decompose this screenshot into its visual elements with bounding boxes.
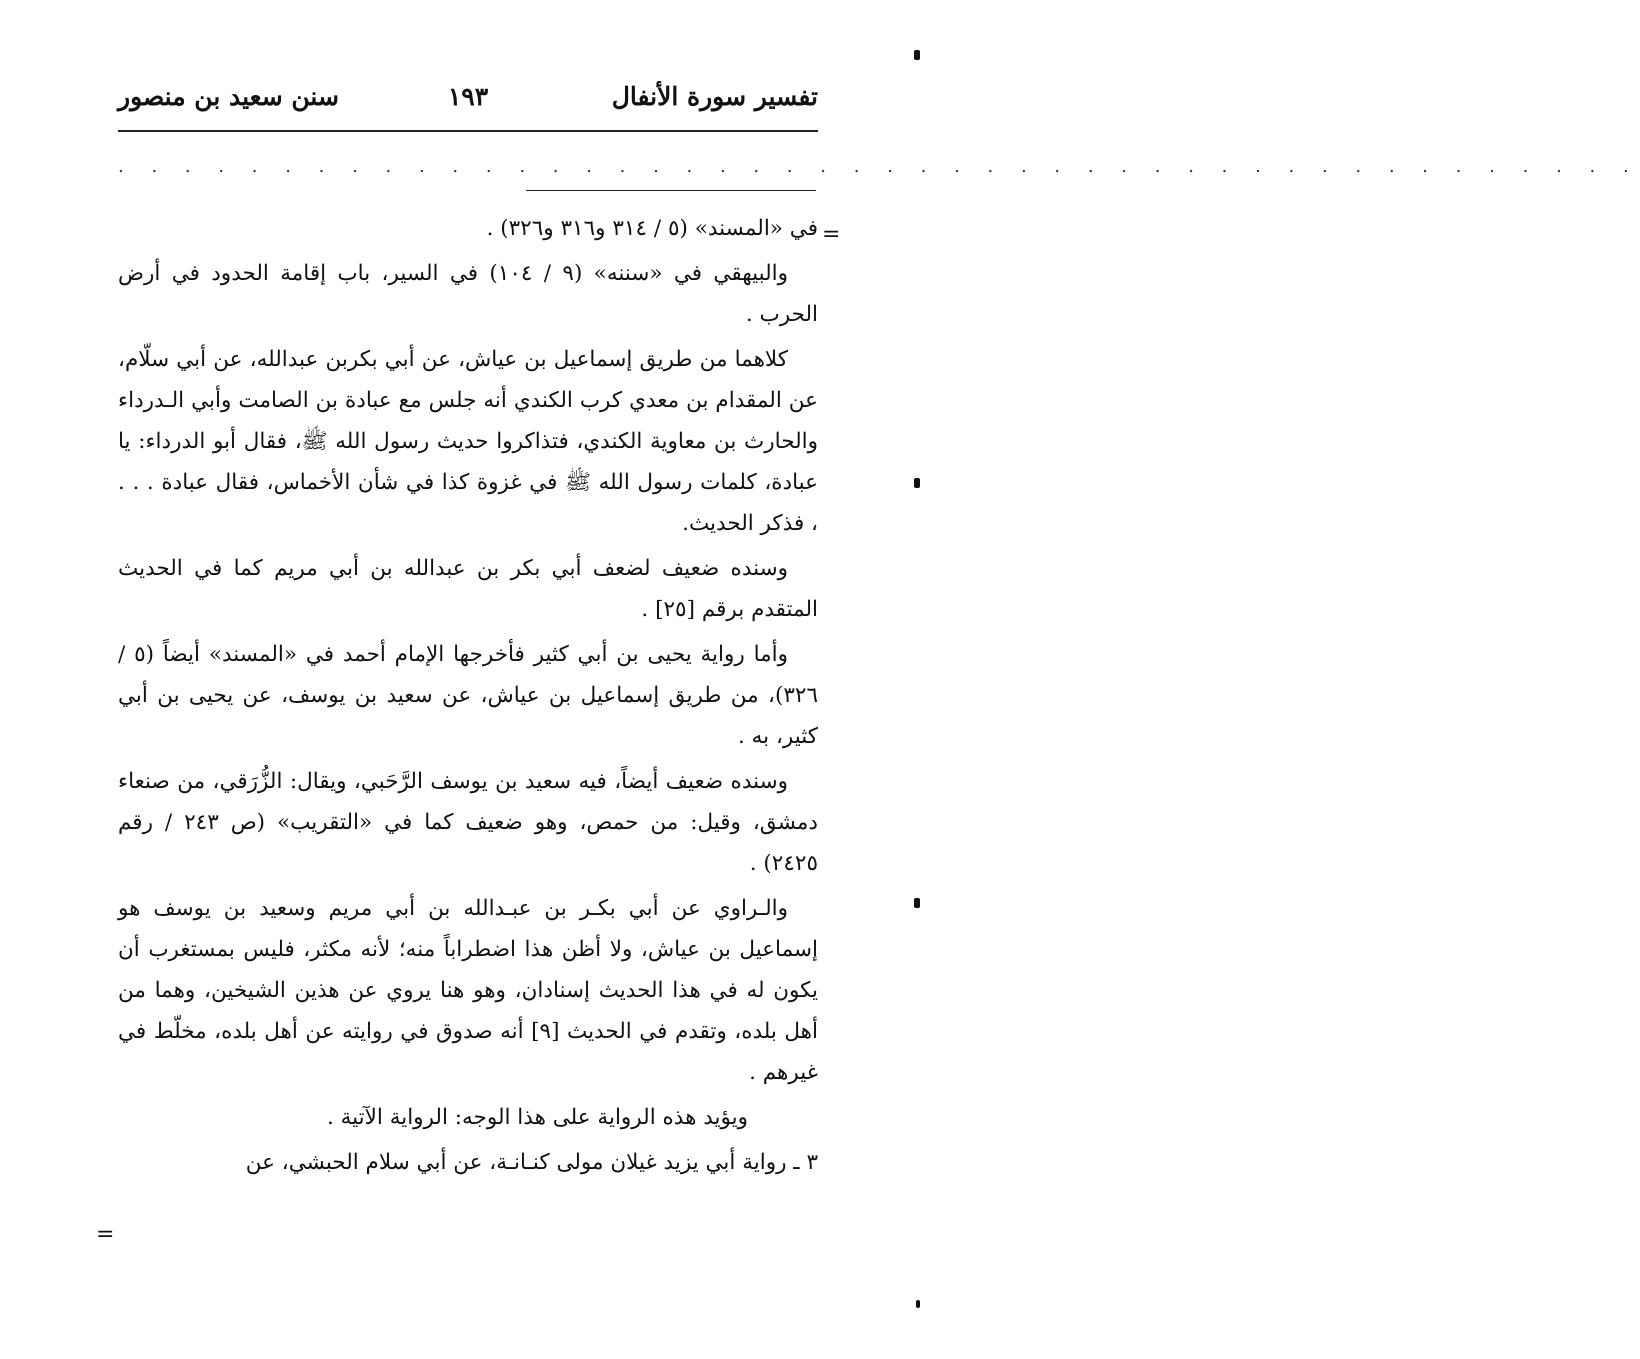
end-continuation-mark: = (96, 1222, 115, 1247)
paragraph: في «المسند» (٥ / ٣١٤ و٣١٦ و٣٢٦) . (486, 216, 818, 241)
paragraph: ٣ ـ رواية أبي يزيد غيلان مولى كنـانـة، عن أبي سلام الحبشي، عن (245, 1150, 818, 1175)
running-header (118, 82, 818, 126)
paragraph: وسنده ضعيف أيضاً، فيه سعيد بن يوسف الرَّحَبي، ويقال: الزُّرَقي، من صنعاء دمشق، وقيل: من حمص، وهو ضعيف كما في «التقريب» (ص ٢٤٣ / رقم ٢٤٢٥) . (118, 769, 818, 876)
paragraph: وسنده ضعيف لضعف أبي بكر بن عبدالله بن أبي مريم كما في الحديث المتقدم برقم [٢٥] . (118, 556, 818, 622)
scan-mark (914, 478, 920, 488)
paragraph: والـراوي عن أبي بكـر بن عبـدالله بن أبي مريم وسعيد بن يوسف هو إسماعيل بن عياش، ولا أظن هذا اضطراباً منه؛ لأنه مكثر، فليس بمستغرب أن يكون له في هذا الحديث إسنادان، وهو هنا يروي عن هذين الشيخين، وهما من أهل بلده، وتقدم في الحديث [٩] أنه صدوق في روايته عن أهل بلده، مخلّط في غيرهم . (118, 896, 818, 1085)
book-title: سنن سعيد بن منصور (118, 82, 339, 111)
verse-dots: . . . . . . . . . . . . . . . . . . . . . . . . . . . . . . . . . . . . . . . . . . . . . . (118, 156, 1640, 177)
header-rule (118, 130, 818, 132)
scan-mark (916, 1300, 920, 1308)
page-number: ١٩٣ (447, 82, 489, 111)
footnote-body (118, 208, 818, 1187)
chapter-title: تفسير سورة الأنفال (611, 82, 818, 111)
scan-mark (914, 50, 920, 60)
scan-mark (914, 898, 920, 908)
paragraph: كلاهما من طريق إسماعيل بن عياش، عن أبي بكربن عبدالله، عن أبي سلّام، عن المقدام بن معدي كرب الكندي أنه جلس مع عبادة بن الصامت وأبي الـدرداء والحارث بن معاوية الكندي، فتذاكروا حديث رسول الله ﷺ، فقال أبو الدرداء: يا عبادة، كلمات رسول الله ﷺ في غزوة كذا في شأن الأخماس، فقال عبادة . . . ، فذكر الحديث. (118, 347, 818, 536)
footnote-separator (526, 190, 816, 191)
continuation-mark: = (822, 222, 841, 247)
paragraph: ويؤيد هذه الرواية على هذا الوجه: الرواية الآتية . (326, 1105, 748, 1130)
paragraph: والبيهقي في «سننه» (٩ / ١٠٤) في السير، باب إقامة الحدود في أرض الحرب . (118, 261, 818, 327)
paragraph: وأما رواية يحيى بن أبي كثير فأخرجها الإمام أحمد في «المسند» أيضاً (٥ / ٣٢٦)، من طريق إسماعيل بن عياش، عن سعيد بن يوسف، عن يحيى بن أبي كثير، به . (118, 642, 818, 749)
